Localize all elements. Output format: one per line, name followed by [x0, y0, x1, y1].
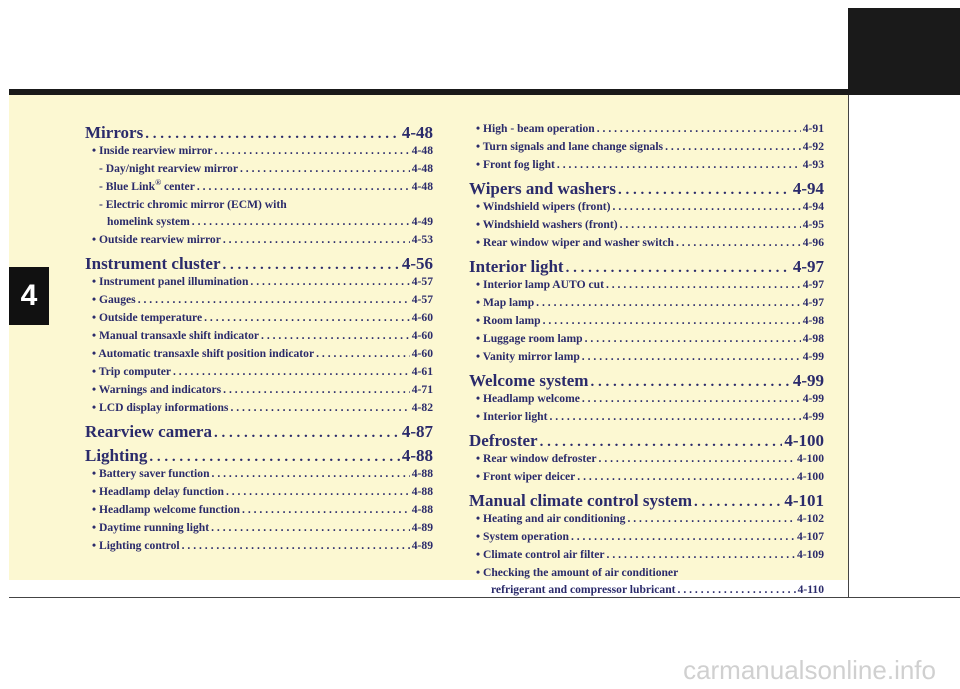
- toc-entry-text: • Manual transaxle shift indicator: [92, 329, 260, 342]
- toc-page-number: 4-97: [792, 257, 824, 276]
- dot-leader: [566, 260, 791, 277]
- dot-leader: [182, 539, 410, 552]
- dot-leader: [577, 470, 795, 483]
- toc-entry-title: [476, 278, 604, 291]
- toc-entry[interactable]: [469, 218, 824, 236]
- toc-entry-text: • Gauges: [92, 293, 136, 306]
- toc-entry-text: • Heating and air conditioning: [476, 512, 626, 525]
- toc-entry-title: [476, 140, 663, 153]
- dot-leader: [250, 275, 409, 288]
- toc-page-number: 4-49: [411, 215, 433, 228]
- dot-leader: [536, 296, 801, 309]
- toc-entry-text: • Inside rearview mirror: [92, 144, 213, 157]
- toc-entry-title: [85, 446, 147, 466]
- toc-entry-title: [92, 144, 213, 157]
- toc-entry-title: [92, 365, 171, 378]
- toc-entry[interactable]: [85, 180, 433, 198]
- dot-leader: [316, 347, 410, 360]
- dot-leader: [138, 293, 410, 306]
- toc-page-number: 4-97: [802, 296, 824, 309]
- toc-entry-text: • Lighting control: [92, 539, 180, 552]
- toc-page-number: 4-57: [411, 293, 433, 306]
- toc-entry[interactable]: [469, 583, 824, 601]
- dot-leader: [197, 180, 410, 193]
- toc-page-number: 4-60: [411, 347, 433, 360]
- toc-page-number: 4-91: [802, 122, 824, 135]
- toc-page-number: 4-98: [802, 314, 824, 327]
- dot-leader: [582, 392, 801, 405]
- dot-leader: [606, 278, 801, 291]
- toc-entry-text: • Rear window defroster: [476, 452, 597, 465]
- dot-leader: [145, 126, 400, 143]
- toc-page-number: 4-109: [796, 548, 824, 561]
- toc-section-heading[interactable]: [469, 491, 824, 512]
- toc-entry-text: • Luggage room lamp: [476, 332, 583, 345]
- toc-entry[interactable]: [469, 200, 824, 218]
- dot-leader: [571, 530, 795, 543]
- dot-leader: [676, 236, 801, 249]
- toc-page-number: 4-102: [796, 512, 824, 525]
- toc-entry-title: [491, 583, 676, 596]
- toc-entry-text: • Headlamp delay function: [92, 485, 224, 498]
- toc-entry[interactable]: [85, 329, 433, 347]
- toc-entry-text: • Instrument panel illumination: [92, 275, 249, 288]
- toc-page-number: 4-99: [802, 350, 824, 363]
- toc-entry[interactable]: [469, 392, 824, 410]
- toc-entry[interactable]: [85, 293, 433, 311]
- toc-entry[interactable]: [85, 275, 433, 293]
- toc-entry-text: Interior light: [469, 257, 564, 276]
- toc-entry-title: [476, 122, 595, 135]
- toc-entry-title: [469, 491, 692, 511]
- toc-entry[interactable]: [85, 215, 433, 233]
- toc-entry-title: [92, 329, 259, 342]
- toc-page-number: 4-53: [411, 233, 433, 246]
- toc-section-heading[interactable]: [85, 422, 433, 443]
- toc-entry-text: refrigerant and compressor lubricant: [491, 583, 676, 596]
- dot-leader: [557, 158, 801, 171]
- toc-page-number: 4-48: [411, 180, 433, 193]
- toc-page-number: 4-48: [401, 123, 433, 142]
- toc-page-number: 4-101: [784, 491, 824, 510]
- dot-leader: [223, 233, 410, 246]
- toc-entry-title: [476, 452, 597, 465]
- toc-entry-title: [99, 162, 238, 175]
- toc-entry-title: [476, 392, 580, 405]
- dot-leader: [599, 452, 795, 465]
- toc-page-number: 4-100: [784, 431, 824, 450]
- toc-entry-title: [469, 431, 538, 451]
- toc-entry-text: Welcome system: [469, 371, 589, 390]
- toc-entry-title: [469, 179, 616, 199]
- toc-entry-text: • Battery saver function: [92, 467, 210, 480]
- toc-entry[interactable]: [85, 198, 433, 215]
- toc-entry[interactable]: [85, 144, 433, 162]
- toc-page-number: 4-110: [797, 583, 824, 596]
- toc-entry-title: [85, 422, 212, 442]
- toc-entry-title: [476, 314, 541, 327]
- dot-leader: [242, 503, 410, 516]
- toc-section-heading[interactable]: [85, 123, 433, 144]
- toc-entry[interactable]: [85, 401, 433, 419]
- toc-entry-title: [92, 521, 209, 534]
- toc-page-number: 4-97: [802, 278, 824, 291]
- toc-entry-text: - Day/night rearview mirror: [99, 162, 238, 175]
- toc-entry-text: • Front wiper deicer: [476, 470, 576, 483]
- toc-entry-title: [476, 218, 618, 231]
- dot-leader: [212, 467, 410, 480]
- toc-entry-title: [476, 350, 580, 363]
- toc-page-number: 4-94: [792, 179, 824, 198]
- dot-leader: [204, 311, 410, 324]
- toc-entry[interactable]: [469, 278, 824, 296]
- margin-panel: [848, 95, 960, 597]
- toc-entry-title: [107, 215, 190, 228]
- toc-right-column: [469, 122, 824, 601]
- toc-entry-text: Defroster: [469, 431, 538, 450]
- toc-entry-text: • Warnings and indicators: [92, 383, 222, 396]
- toc-section-heading[interactable]: [469, 371, 824, 392]
- toc-entry[interactable]: [469, 122, 824, 140]
- dot-leader: [665, 140, 801, 153]
- toc-entry-text: Mirrors: [85, 123, 144, 142]
- toc-entry-title: [476, 470, 575, 483]
- toc-page-number: 4-88: [411, 503, 433, 516]
- toc-entry[interactable]: [469, 548, 824, 566]
- dot-leader: [211, 521, 410, 534]
- toc-page-number: 4-100: [796, 452, 824, 465]
- toc-page-number: 4-98: [802, 332, 824, 345]
- toc-entry-title: [476, 296, 534, 309]
- toc-page-number: 4-99: [802, 392, 824, 405]
- toc-page-number: 4-48: [411, 162, 433, 175]
- toc-section-heading[interactable]: [469, 431, 824, 452]
- toc-entry-text: • Vanity mirror lamp: [476, 350, 580, 363]
- toc-entry-title: [92, 383, 221, 396]
- toc-entry[interactable]: [469, 236, 824, 254]
- toc-entry-text: • Turn signals and lane change signals: [476, 140, 664, 153]
- toc-entry-text: • Rear window wiper and washer switch: [476, 236, 674, 249]
- toc-entry-title: [92, 233, 221, 246]
- toc-entry[interactable]: [469, 314, 824, 332]
- toc-entry-text: • Outside rearview mirror: [92, 233, 221, 246]
- dot-leader: [223, 257, 400, 274]
- toc-entry[interactable]: [85, 539, 433, 557]
- toc-section-heading[interactable]: [469, 179, 824, 200]
- toc-entry-title: [92, 539, 180, 552]
- dot-leader: [618, 182, 791, 199]
- toc-entry-text: Instrument cluster: [85, 254, 221, 273]
- toc-entry[interactable]: [469, 452, 824, 470]
- toc-entry-title: [92, 275, 248, 288]
- toc-page-number: 4-61: [411, 365, 433, 378]
- dot-leader: [607, 548, 795, 561]
- toc-entry-title: [92, 347, 314, 360]
- dot-leader: [226, 485, 410, 498]
- toc-entry-title: [476, 332, 583, 345]
- toc-entry-text: • Map lamp: [476, 296, 535, 309]
- toc-entry[interactable]: [469, 140, 824, 158]
- dot-leader: [240, 162, 410, 175]
- dot-leader: [549, 410, 800, 423]
- toc-entry[interactable]: [85, 311, 433, 329]
- toc-entry[interactable]: [85, 162, 433, 180]
- toc-entry[interactable]: [85, 365, 433, 383]
- toc-page-number: 4-99: [802, 410, 824, 423]
- toc-entry-text: • LCD display informations: [92, 401, 229, 414]
- toc-entry-text: • High - beam operation: [476, 122, 595, 135]
- dot-leader: [261, 329, 410, 342]
- toc-entry[interactable]: [469, 410, 824, 428]
- toc-entry-text: • Daytime running light: [92, 521, 210, 534]
- dot-leader: [215, 144, 410, 157]
- toc-entry[interactable]: [469, 470, 824, 488]
- toc-entry-text: Wipers and washers: [469, 179, 617, 198]
- toc-entry[interactable]: [85, 233, 433, 251]
- dot-leader: [223, 383, 410, 396]
- toc-page-number: 4-88: [411, 485, 433, 498]
- toc-entry-title: [476, 410, 547, 423]
- toc-section-heading[interactable]: [85, 446, 433, 467]
- toc-entry[interactable]: [85, 383, 433, 401]
- toc-entry-title: [469, 371, 588, 391]
- dot-leader: [694, 494, 782, 511]
- dot-leader: [597, 122, 801, 135]
- toc-entry[interactable]: [469, 332, 824, 350]
- toc-entry-text: Rearview camera: [85, 422, 212, 441]
- toc-page-number: 4-95: [802, 218, 824, 231]
- toc-entry-title: [469, 257, 564, 277]
- toc-entry[interactable]: [469, 350, 824, 368]
- toc-entry[interactable]: [469, 530, 824, 548]
- dot-leader: [585, 332, 801, 345]
- toc-entry-text: - Electric chromic mirror (ECM) with: [99, 198, 287, 211]
- toc-page-number: 4-99: [792, 371, 824, 390]
- dot-leader: [582, 350, 801, 363]
- toc-section-heading[interactable]: [85, 254, 433, 275]
- dot-leader: [540, 434, 783, 451]
- toc-entry-text: - Blue Link: [99, 180, 156, 193]
- dot-leader: [627, 512, 794, 525]
- toc-page-number: 4-60: [411, 311, 433, 324]
- toc-entry-title: [92, 311, 202, 324]
- toc-entry-text: • Automatic transaxle shift position indicator: [92, 347, 315, 360]
- toc-entry-text: • System operation: [476, 530, 569, 543]
- toc-entry-title: [476, 158, 555, 171]
- toc-entry-title: [476, 566, 678, 579]
- toc-page-number: 4-107: [796, 530, 824, 543]
- dot-leader: [620, 218, 801, 231]
- toc-entry-title: [476, 512, 625, 525]
- toc-page-number: 4-56: [401, 254, 433, 273]
- toc-entry[interactable]: [469, 158, 824, 176]
- toc-entry[interactable]: [85, 503, 433, 521]
- toc-page-number: 4-89: [411, 539, 433, 552]
- toc-entry-title: [476, 200, 611, 213]
- toc-entry-title: [92, 401, 228, 414]
- margin-divider: [848, 95, 849, 597]
- toc-page-number: 4-57: [411, 275, 433, 288]
- toc-entry[interactable]: [469, 512, 824, 530]
- chapter-number-tab: 4: [9, 267, 49, 325]
- dot-leader: [173, 365, 410, 378]
- toc-page-number: 4-93: [802, 158, 824, 171]
- toc-entry-text: • Checking the amount of air conditioner: [476, 566, 679, 579]
- toc-entry-text: • Headlamp welcome: [476, 392, 580, 405]
- toc-entry-title: [92, 503, 240, 516]
- dot-leader: [214, 425, 400, 442]
- toc-entry-text: • Room lamp: [476, 314, 541, 327]
- toc-entry-text: • Front fog light: [476, 158, 555, 171]
- dot-leader: [192, 215, 410, 228]
- toc-entry[interactable]: [85, 347, 433, 365]
- watermark: carmanualsonline.info: [683, 655, 936, 685]
- toc-entry-text: • Windshield washers (front): [476, 218, 618, 231]
- toc-entry-text: • Windshield wipers (front): [476, 200, 611, 213]
- toc-entry[interactable]: [469, 566, 824, 583]
- toc-page-number: 4-88: [401, 446, 433, 465]
- toc-page-number: 4-92: [802, 140, 824, 153]
- toc-entry[interactable]: [469, 296, 824, 314]
- registered-mark: ®: [155, 178, 162, 188]
- toc-entry-title: [92, 485, 224, 498]
- toc-entry-title: [476, 548, 605, 561]
- toc-entry-title: [476, 530, 569, 543]
- dot-leader: [590, 374, 790, 391]
- dot-leader: [230, 401, 409, 414]
- toc-entry[interactable]: [85, 467, 433, 485]
- toc-entry-text-after: center: [161, 180, 195, 193]
- toc-entry-text: • Climate control air filter: [476, 548, 605, 561]
- toc-entry-text: • Outside temperature: [92, 311, 203, 324]
- toc-page-number: 4-88: [411, 467, 433, 480]
- toc-entry-title: [92, 293, 136, 306]
- toc-page-number: 4-94: [802, 200, 824, 213]
- toc-entry-title: [92, 467, 210, 480]
- toc-page-number: 4-87: [401, 422, 433, 441]
- toc-page-number: 4-100: [796, 470, 824, 483]
- dot-leader: [613, 200, 801, 213]
- toc-page-number: 4-48: [411, 144, 433, 157]
- toc-entry-text: Manual climate control system: [469, 491, 693, 510]
- toc-page-number: 4-96: [802, 236, 824, 249]
- dot-leader: [543, 314, 801, 327]
- toc-entry[interactable]: [85, 521, 433, 539]
- toc-entry-title: [85, 123, 143, 143]
- toc-entry-text: homelink system: [107, 215, 190, 228]
- toc-left-column: [85, 120, 433, 557]
- toc-page-number: 4-71: [411, 383, 433, 396]
- toc-entry-title: [85, 254, 221, 274]
- dot-leader: [678, 583, 796, 596]
- toc-entry[interactable]: [85, 485, 433, 503]
- toc-page-number: 4-60: [411, 329, 433, 342]
- toc-page-number: 4-82: [411, 401, 433, 414]
- toc-page-number: 4-89: [411, 521, 433, 534]
- toc-entry-text: • Headlamp welcome function: [92, 503, 241, 516]
- toc-entry-text: Lighting: [85, 446, 148, 465]
- toc-entry-text: • Trip computer: [92, 365, 171, 378]
- toc-entry-title: [99, 180, 195, 193]
- toc-section-heading[interactable]: [469, 257, 824, 278]
- toc-entry-text: • Interior light: [476, 410, 548, 423]
- toc-entry-text: • Interior lamp AUTO cut: [476, 278, 604, 291]
- dot-leader: [149, 449, 399, 466]
- toc-entry-title: [476, 236, 674, 249]
- toc-entry-title: [99, 198, 287, 211]
